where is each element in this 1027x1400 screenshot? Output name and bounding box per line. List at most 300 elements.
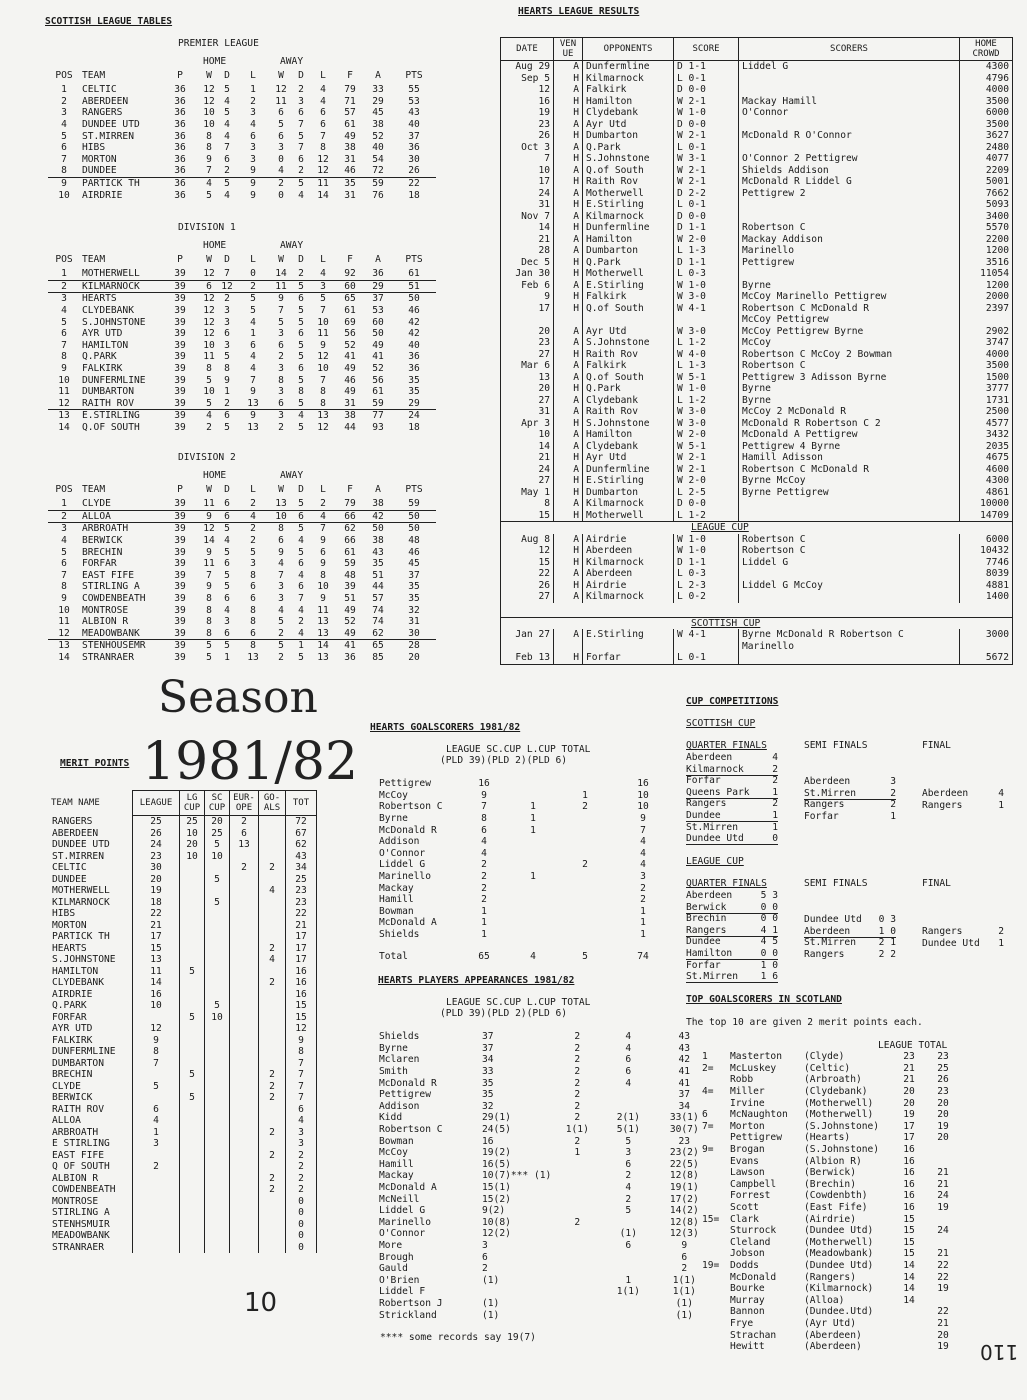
cell <box>506 917 560 929</box>
cell: 9 <box>224 374 230 386</box>
player-row <box>376 1089 712 1101</box>
cell: 16 <box>903 1178 915 1190</box>
cell <box>259 1230 286 1242</box>
team-score: 4 5 <box>760 936 778 948</box>
cell: O'Connor <box>379 1228 426 1240</box>
cell <box>700 1132 728 1144</box>
cell: (Aberdeen) <box>804 1341 862 1353</box>
cell <box>180 1173 205 1185</box>
cell: McDonald R Robertson C 2 <box>739 418 960 430</box>
table-row <box>48 107 436 119</box>
cell: KILMARNOCK <box>52 896 110 908</box>
cell: 2 <box>574 1077 581 1089</box>
cell: 5 <box>298 546 304 558</box>
cell: 5 <box>625 1205 632 1217</box>
cell: 5 <box>224 569 230 581</box>
team-score: 0 0 <box>760 948 778 959</box>
cell: 16 <box>903 1190 915 1202</box>
table-row <box>48 340 436 352</box>
cell <box>674 314 739 326</box>
cell: (S.Johnstone) <box>804 1144 880 1156</box>
team-name: Rangers <box>686 924 727 936</box>
cell: 39 <box>174 604 186 616</box>
cell <box>230 1230 259 1242</box>
cell: 59 <box>392 498 436 510</box>
cell: 1 <box>48 498 80 510</box>
team-score: 1 <box>772 810 778 821</box>
cell: 1 <box>530 871 536 883</box>
cell <box>259 1138 286 1150</box>
cell: Robertson C <box>379 1124 443 1136</box>
team-score: 4 <box>998 788 1004 799</box>
league-title: PREMIER LEAGUE <box>178 38 259 49</box>
cell: Aug 29 <box>501 61 554 73</box>
cell: 39 <box>344 581 356 593</box>
col-header: SC CUP <box>205 791 230 816</box>
cell: 44 <box>372 581 384 593</box>
cell <box>205 908 230 920</box>
result-row <box>501 291 1013 303</box>
cell: 2 <box>278 178 284 190</box>
cell: L 0-1 <box>674 199 739 211</box>
cell: H <box>554 545 583 557</box>
cell <box>739 568 960 580</box>
top-head: LEAGUE TOTAL <box>878 1040 948 1051</box>
cell <box>180 954 205 966</box>
cell: D 1-1 <box>674 222 739 234</box>
cell: 14 <box>58 422 70 434</box>
cell: O'Connor <box>379 847 426 859</box>
qf-team <box>686 948 778 960</box>
cell: 12 <box>203 293 215 305</box>
cell: 6 <box>702 1109 708 1121</box>
cell: Kilmarnock <box>583 557 674 569</box>
league-table <box>48 480 436 663</box>
cell: 37 <box>482 1031 494 1043</box>
merit-table <box>50 790 317 1253</box>
result-row <box>501 107 1013 119</box>
table-row <box>50 1150 317 1162</box>
cell: 4 <box>530 950 536 962</box>
cell: Hewitt <box>730 1341 765 1353</box>
cell: AYR UTD <box>82 328 123 340</box>
cell: 14 <box>903 1271 915 1283</box>
cell: 20 <box>937 1109 949 1121</box>
cell: 17 <box>501 303 554 315</box>
cell: Airdrie <box>583 580 674 592</box>
cell: Pettigrew 2 <box>739 188 960 200</box>
team-score: 2 2 <box>878 948 896 960</box>
cell <box>259 1115 286 1127</box>
team-name: Aberdeen <box>804 925 851 937</box>
cell: 5 <box>224 84 230 96</box>
col-header: TOT <box>286 791 317 816</box>
scorer-row <box>700 1063 960 1075</box>
appearances-note: **** some records say 19(7) <box>380 1332 536 1343</box>
cell: HIBS <box>82 142 106 154</box>
cell: ABERDEEN <box>82 95 129 107</box>
result-row <box>501 165 1013 177</box>
cell <box>180 908 205 920</box>
section-row <box>501 617 1013 629</box>
cell: 3 <box>278 581 284 593</box>
team-score: 1 6 <box>760 971 778 983</box>
cell: 7 <box>298 593 304 605</box>
cell: 14 <box>270 268 292 280</box>
cell: 19(2) <box>482 1147 511 1159</box>
cell: 16 <box>286 977 317 989</box>
cell: 4 <box>224 189 230 201</box>
cell: E.Stirling <box>583 475 674 487</box>
result-row <box>501 96 1013 108</box>
cell: (Berwick) <box>804 1167 856 1179</box>
cell: 6 <box>250 130 256 142</box>
team-name: St.Mirren <box>804 787 856 799</box>
cell: 0 <box>236 268 270 280</box>
scorer-row <box>700 1306 960 1318</box>
cell <box>739 84 960 96</box>
player-row <box>376 1066 712 1078</box>
cell: Cleland <box>730 1236 771 1248</box>
cell <box>506 929 560 941</box>
cell: 3 <box>482 1239 488 1251</box>
cell: Q OF SOUTH <box>52 1161 110 1173</box>
cell <box>205 1196 230 1208</box>
cell: Mackay Hamill <box>739 96 960 108</box>
cell: 12 <box>203 305 215 317</box>
cell: 7 <box>320 130 326 142</box>
cell: 2 <box>259 1092 286 1104</box>
cell <box>205 1161 230 1173</box>
cell: Dumbarton <box>583 130 674 142</box>
cell: 3747 <box>960 337 1013 349</box>
cell: 16 <box>478 778 490 790</box>
table-row <box>48 374 436 386</box>
cell: A <box>554 464 583 476</box>
cell: 37 <box>372 293 384 305</box>
cell: McNaughton <box>730 1109 788 1121</box>
cell: 10 <box>637 789 649 801</box>
cell: 5 <box>205 897 230 909</box>
final-team <box>922 800 1004 811</box>
result-row <box>501 641 1013 653</box>
qf-team <box>686 798 778 809</box>
table-row <box>50 1161 317 1173</box>
cell: 5 <box>298 422 304 434</box>
col-header: PTS <box>405 69 423 81</box>
cell: 29 <box>392 398 436 410</box>
cell: 5 <box>320 293 326 305</box>
cell: Shields <box>379 929 420 941</box>
cell <box>230 1000 259 1012</box>
table-row <box>48 280 436 293</box>
cell: Byrne McCoy <box>739 475 960 487</box>
cell: D 0-0 <box>674 119 739 131</box>
cell: 10 <box>317 581 329 593</box>
cell: W 1-0 <box>674 107 739 119</box>
cell: 39 <box>174 305 186 317</box>
player-row <box>376 1217 712 1229</box>
cell: 2 <box>574 1112 581 1124</box>
cell: BRECHIN <box>52 1069 93 1081</box>
cell: Liddel F <box>379 1286 426 1298</box>
cell <box>230 1219 259 1231</box>
cell: Dumbarton <box>583 487 674 499</box>
cell: D 2-2 <box>674 188 739 200</box>
cell: A <box>554 406 583 418</box>
cell: 4796 <box>960 73 1013 85</box>
cell <box>180 1115 205 1127</box>
cell: 9 <box>61 363 67 375</box>
cell: 36 <box>174 178 186 190</box>
cell <box>554 1159 600 1171</box>
cell: 6 <box>61 142 67 154</box>
cell: 19 <box>937 1283 949 1295</box>
cell: HEARTS <box>82 293 117 305</box>
cell: 5 <box>224 351 230 363</box>
cell: 4 <box>61 119 67 131</box>
cell: Raith Rov <box>583 349 674 361</box>
cell: 11 <box>203 558 215 570</box>
cell <box>554 1228 600 1240</box>
cell: 0 <box>278 189 284 201</box>
cell <box>180 1184 205 1196</box>
cell: O'Connor 2 Pettigrew <box>739 153 960 165</box>
cell: 44 <box>344 422 356 434</box>
cell: 7 <box>320 374 326 386</box>
cell <box>133 1150 180 1162</box>
cell: 1200 <box>960 245 1013 257</box>
cell: 71 <box>344 95 356 107</box>
cell <box>259 1196 286 1208</box>
team-name: Forfar <box>804 810 839 822</box>
scorer-row <box>376 778 676 790</box>
cell: 33 <box>372 84 384 96</box>
cell: 23 <box>678 1135 691 1147</box>
cell: 5 <box>200 398 218 410</box>
cell: 5 <box>224 178 230 190</box>
cell: 5 <box>250 305 256 317</box>
cell: 16 <box>286 989 317 1001</box>
result-row <box>501 568 1013 580</box>
cell: A <box>554 84 583 96</box>
league-title: DIVISION 1 <box>178 222 236 233</box>
cell <box>259 874 286 886</box>
cell: 12 <box>317 422 329 434</box>
cell: 4 <box>224 604 230 616</box>
cell: Clark <box>730 1213 759 1225</box>
cell: 5 <box>224 422 230 434</box>
cell <box>205 1046 230 1058</box>
col-header: W <box>206 69 212 81</box>
result-row <box>501 395 1013 407</box>
col-header: PTS <box>405 483 423 495</box>
home-label: HOME <box>203 240 227 251</box>
cell <box>892 1341 926 1353</box>
cell: 6 <box>298 328 304 340</box>
cell <box>501 641 554 653</box>
cell <box>259 1207 286 1219</box>
cell: 7 <box>320 305 326 317</box>
cell: 7746 <box>960 557 1013 569</box>
cell: CLYDE <box>80 498 160 510</box>
cell: 39 <box>160 628 200 640</box>
cell: Brough <box>379 1251 414 1263</box>
cell: 27 <box>501 349 554 361</box>
cell: 39 <box>174 328 186 340</box>
cell <box>205 989 230 1001</box>
cell: 9 <box>320 535 326 547</box>
cell: Q.OF SOUTH <box>82 422 140 434</box>
cell: Raith Rov <box>583 176 674 188</box>
cell: 36 <box>344 652 356 664</box>
cell: 6 <box>278 535 284 547</box>
cell: W 3-1 <box>674 153 739 165</box>
cell: 4 <box>278 558 284 570</box>
cell: 15 <box>501 557 554 569</box>
cell: A <box>554 234 583 246</box>
cell: 9 <box>278 546 284 558</box>
cell: 3 <box>298 95 304 107</box>
cell: (Ayr Utd) <box>804 1317 856 1329</box>
cell: 6 <box>278 107 284 119</box>
cell: 1 <box>224 386 230 398</box>
cell: 3516 <box>960 257 1013 269</box>
cell <box>600 1309 656 1321</box>
cell: 4 <box>298 410 304 422</box>
cell: 29(1) <box>482 1112 511 1124</box>
cell <box>554 1286 600 1298</box>
cell <box>230 885 259 897</box>
away-label: AWAY <box>280 240 304 251</box>
cell: 19(1) <box>669 1182 699 1194</box>
cell: Strachan <box>730 1329 777 1341</box>
cell: 67 <box>286 828 317 840</box>
cell: 1 <box>530 801 536 813</box>
result-row <box>501 142 1013 154</box>
cell: 11 <box>203 351 215 363</box>
cell: 60 <box>372 316 384 328</box>
cell: 5 <box>133 1081 180 1093</box>
col-header: D <box>224 69 230 81</box>
team-name: Aberdeen <box>804 776 851 787</box>
cell <box>506 836 560 848</box>
cell: 10 <box>180 851 205 863</box>
cell: 5 <box>224 523 230 535</box>
cell: 3 <box>278 142 284 154</box>
cell: 4 <box>298 535 304 547</box>
cell: 0 <box>286 1196 317 1208</box>
scorer-row <box>376 894 676 906</box>
cell: 39 <box>160 280 200 293</box>
cell: 6000 <box>960 534 1013 546</box>
cell: 37 <box>408 130 420 142</box>
cell: 4 <box>224 119 230 131</box>
cell: 3 <box>625 1147 632 1159</box>
cell: EAST FIFE <box>52 1149 104 1161</box>
cell: H <box>554 153 583 165</box>
cell: E.Stirling <box>583 199 674 211</box>
cell: 5 <box>205 1000 230 1012</box>
cell: S.Johnstone <box>583 153 674 165</box>
cell: 2 <box>278 422 284 434</box>
cell: 8 <box>278 523 284 535</box>
cup-competitions-title: CUP COMPETITIONS <box>686 696 779 707</box>
cell: 62 <box>364 628 392 640</box>
qf-team <box>686 787 778 799</box>
cell: 14 <box>58 652 70 664</box>
cell: Lawson <box>730 1167 765 1179</box>
col-header: POS <box>55 69 73 81</box>
cell: 36 <box>174 189 186 201</box>
cell: 36 <box>408 351 420 363</box>
away-label: AWAY <box>280 470 304 481</box>
cell: 2 <box>230 816 259 828</box>
cell: 30(7) <box>669 1124 699 1136</box>
cell: 31 <box>344 189 356 201</box>
cell <box>259 1104 286 1116</box>
cell: L 0-2 <box>674 591 739 603</box>
cell: Clydebank <box>583 441 674 453</box>
cell: 7 <box>481 801 487 813</box>
cell: 6 <box>298 581 304 593</box>
goals-table <box>376 778 676 962</box>
table-row <box>50 1081 317 1093</box>
cell: Mclaren <box>379 1054 420 1066</box>
cell: 61 <box>344 546 356 558</box>
cell: DUNFERMLINE <box>52 1046 116 1058</box>
cell: 14 <box>903 1294 915 1306</box>
cell: 9 <box>320 339 326 351</box>
team-score: 1 0 <box>760 959 778 971</box>
league-cup-bracket <box>686 856 1021 986</box>
cell: 4 <box>61 535 67 547</box>
cell: 10 <box>58 189 70 201</box>
table-row <box>48 604 436 616</box>
col-header: D <box>298 69 304 81</box>
table-row <box>50 1058 317 1070</box>
scorer-row <box>700 1086 960 1098</box>
team-score: 4 1 <box>760 924 778 936</box>
team-score: 1 <box>890 810 896 822</box>
cell: 7 <box>61 569 67 581</box>
cell: 8 <box>481 813 487 825</box>
cell <box>133 1196 180 1208</box>
cell <box>926 1213 960 1225</box>
cell: 7 <box>200 165 218 177</box>
cell <box>554 1205 600 1217</box>
cell: E.Stirling <box>583 280 674 292</box>
cell: 2 <box>133 1161 180 1173</box>
result-row <box>501 487 1013 499</box>
table-row <box>48 130 436 142</box>
cell: 23 <box>903 1051 915 1063</box>
cell: 76 <box>372 189 384 201</box>
col-header: GO- ALS <box>259 791 286 816</box>
cell: McDonald A Pettigrew <box>739 429 960 441</box>
cell: DUNFERMLINE <box>82 374 146 386</box>
player-row <box>376 1077 712 1089</box>
cell <box>230 1184 259 1196</box>
cell <box>230 897 259 909</box>
team-name: Aberdeen <box>686 752 733 763</box>
cell: 28 <box>501 245 554 257</box>
player-row <box>376 1309 712 1321</box>
cell: 1731 <box>960 395 1013 407</box>
cell: 20 <box>937 1097 949 1109</box>
cell: MOTHERWELL <box>52 885 110 897</box>
cell: PARTICK TH <box>52 931 110 943</box>
